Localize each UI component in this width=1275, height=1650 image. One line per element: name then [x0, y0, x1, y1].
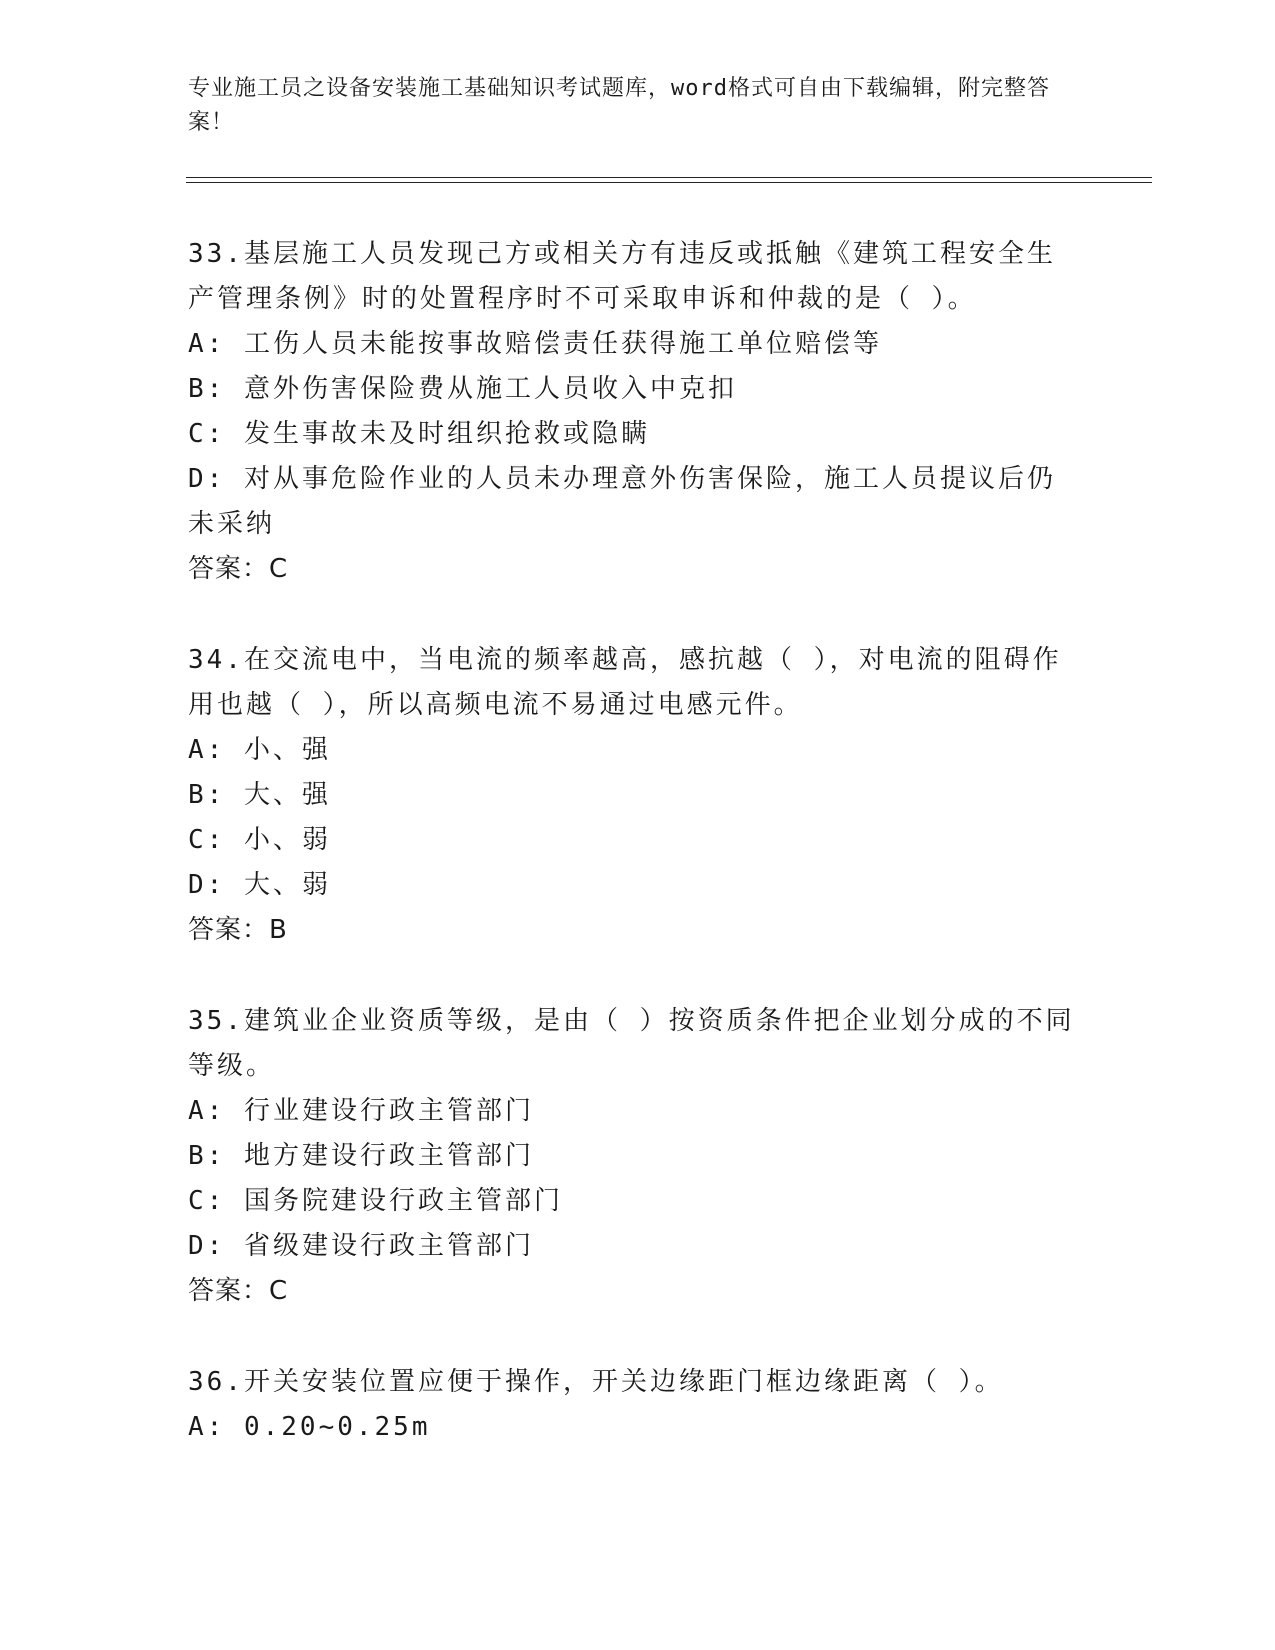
option-c: C: 国务院建设行政主管部门 — [188, 1186, 563, 1216]
question-34 — [188, 638, 1078, 953]
question-list — [188, 232, 1078, 1496]
answer: 答案：C — [188, 554, 289, 584]
option-d: D: 省级建设行政主管部门 — [188, 1231, 534, 1261]
header-rule-top — [186, 177, 1152, 178]
question-35 — [188, 999, 1078, 1314]
option-a: A: 0.20~0.25m — [188, 1412, 431, 1442]
option-d: D: 对从事危险作业的人员未办理意外伤害保险，施工人员提议后仍未采纳 — [188, 464, 1056, 539]
header-rule-bottom — [186, 182, 1152, 183]
option-a: A: 工伤人员未能按事故赔偿责任获得施工单位赔偿等 — [188, 329, 882, 359]
option-a: A: 行业建设行政主管部门 — [188, 1096, 534, 1126]
answer: 答案：C — [188, 1276, 289, 1306]
question-stem: 35.建筑业企业资质等级，是由（ ）按资质条件把企业划分成的不同等级。 — [188, 1006, 1075, 1081]
question-stem: 33.基层施工人员发现己方或相关方有违反或抵触《建筑工程安全生产管理条例》时的处置程序时不可采取申诉和仲裁的是（ ）。 — [188, 239, 1056, 314]
option-c: C: 小、弱 — [188, 825, 331, 855]
option-b: B: 地方建设行政主管部门 — [188, 1141, 534, 1171]
option-a: A: 小、强 — [188, 735, 331, 765]
answer: 答案：B — [188, 915, 288, 945]
question-33 — [188, 232, 1078, 592]
option-b: B: 意外伤害保险费从施工人员收入中克扣 — [188, 374, 737, 404]
option-c: C: 发生事故未及时组织抢救或隐瞒 — [188, 419, 650, 449]
document-header: 专业施工员之设备安装施工基础知识考试题库，word格式可自由下载编辑，附完整答案！ — [188, 76, 1050, 135]
option-b: B: 大、强 — [188, 780, 331, 810]
question-stem: 36.开关安装位置应便于操作，开关边缘距门框边缘距离（ ）。 — [188, 1367, 1004, 1397]
option-d: D: 大、弱 — [188, 870, 331, 900]
question-stem: 34.在交流电中，当电流的频率越高，感抗越（ ），对电流的阻碍作用也越（ ），所以高频电流不易通过电感元件。 — [188, 645, 1062, 720]
question-36 — [188, 1360, 1078, 1450]
